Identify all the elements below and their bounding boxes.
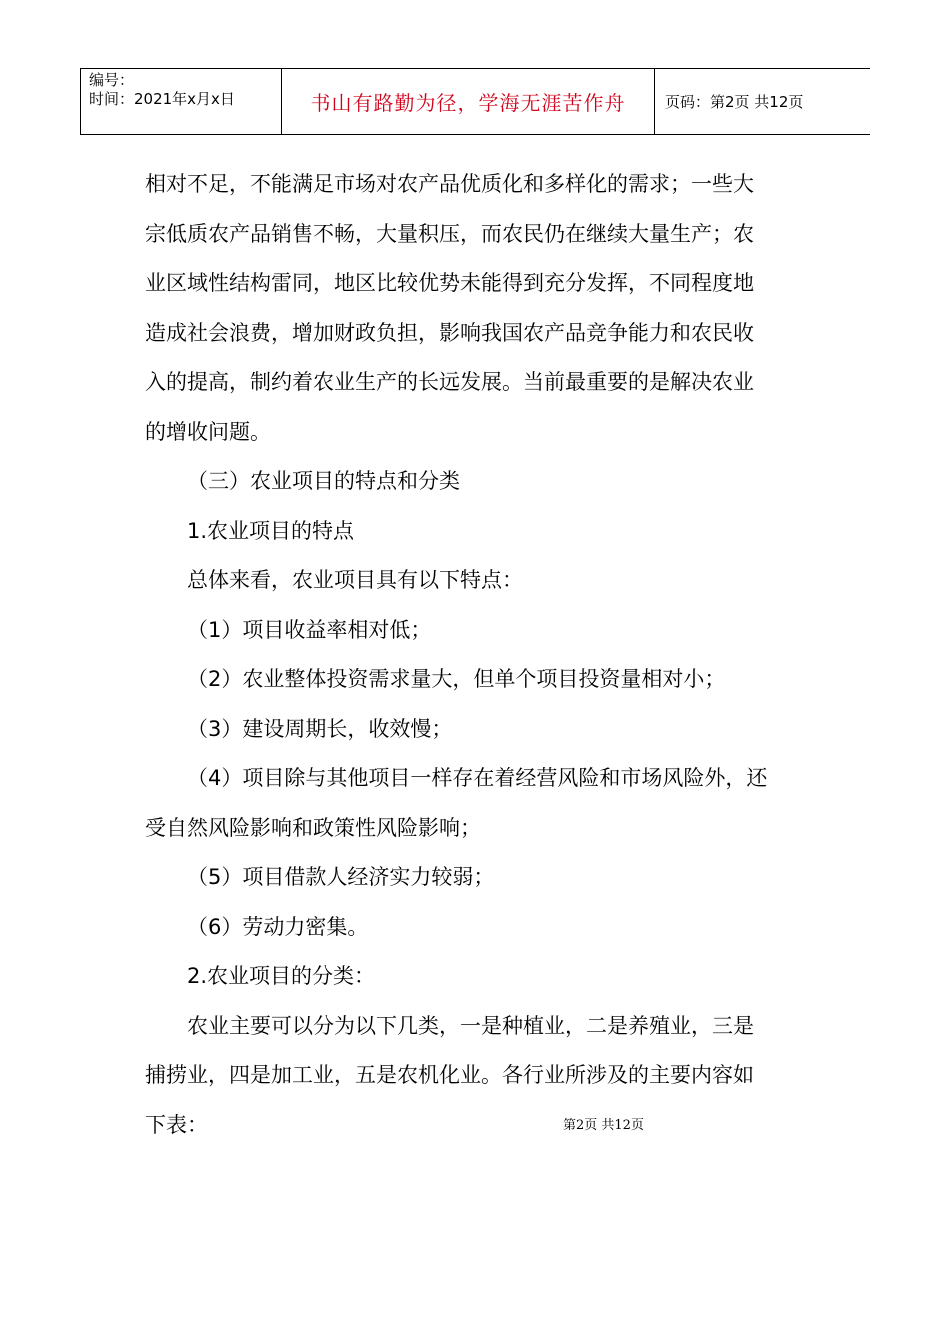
body-line: 捕捞业，四是加工业，五是农机化业。各行业所涉及的主要内容如 bbox=[145, 1063, 754, 1087]
subsection-heading: 1.农业项目的特点 bbox=[187, 518, 355, 543]
list-item: （6）劳动力密集。 bbox=[187, 914, 369, 939]
body-line: 造成社会浪费，增加财政负担，影响我国农产品竞争能力和农民收 bbox=[145, 320, 754, 345]
header-page-cell bbox=[655, 69, 870, 134]
list-item: （5）项目借款人经济实力较弱； bbox=[187, 865, 495, 889]
header-motto-cell bbox=[282, 69, 655, 134]
body-line: 总体来看，农业项目具有以下特点： bbox=[187, 568, 523, 592]
body-line: 业区域性结构雷同，地区比较优势未能得到充分发挥，不同程度地 bbox=[145, 271, 754, 295]
header-meta-cell bbox=[81, 69, 282, 134]
serial-label: 编号： bbox=[89, 71, 135, 89]
body-line: 的增收问题。 bbox=[145, 419, 271, 444]
time-label: 时间：2021年x月x日 bbox=[89, 90, 235, 108]
page-number-label: 页码：第2页 共12页 bbox=[665, 93, 804, 111]
list-item: （4）项目除与其他项目一样存在着经营风险和市场风险外，还 bbox=[187, 766, 768, 790]
list-item: （3）建设周期长，收效慢； bbox=[187, 716, 453, 741]
document-body bbox=[145, 160, 810, 1150]
section-heading: （三）农业项目的特点和分类 bbox=[187, 469, 460, 493]
body-line: 入的提高，制约着农业生产的长远发展。当前最重要的是解决农业 bbox=[145, 370, 754, 394]
list-item-continued: 受自然风险影响和政策性风险影响； bbox=[145, 815, 481, 840]
body-line: 相对不足，不能满足市场对农产品优质化和多样化的需求；一些大 bbox=[145, 172, 754, 196]
footer-page-number: 第2页 共12页 bbox=[563, 1118, 644, 1133]
header-table bbox=[80, 68, 870, 135]
body-line: 宗低质农产品销售不畅，大量积压，而农民仍在继续大量生产；农 bbox=[145, 221, 754, 246]
list-item: （1）项目收益率相对低； bbox=[187, 617, 432, 642]
body-line: 下表： bbox=[145, 1112, 208, 1137]
list-item: （2）农业整体投资需求量大，但单个项目投资量相对小； bbox=[187, 667, 726, 691]
motto-text: 书山有路勤为径，学海无涯苦作舟 bbox=[310, 91, 626, 115]
subsection-heading: 2.农业项目的分类： bbox=[187, 964, 376, 988]
body-line: 农业主要可以分为以下几类，一是种植业，二是养殖业，三是 bbox=[187, 1013, 754, 1038]
